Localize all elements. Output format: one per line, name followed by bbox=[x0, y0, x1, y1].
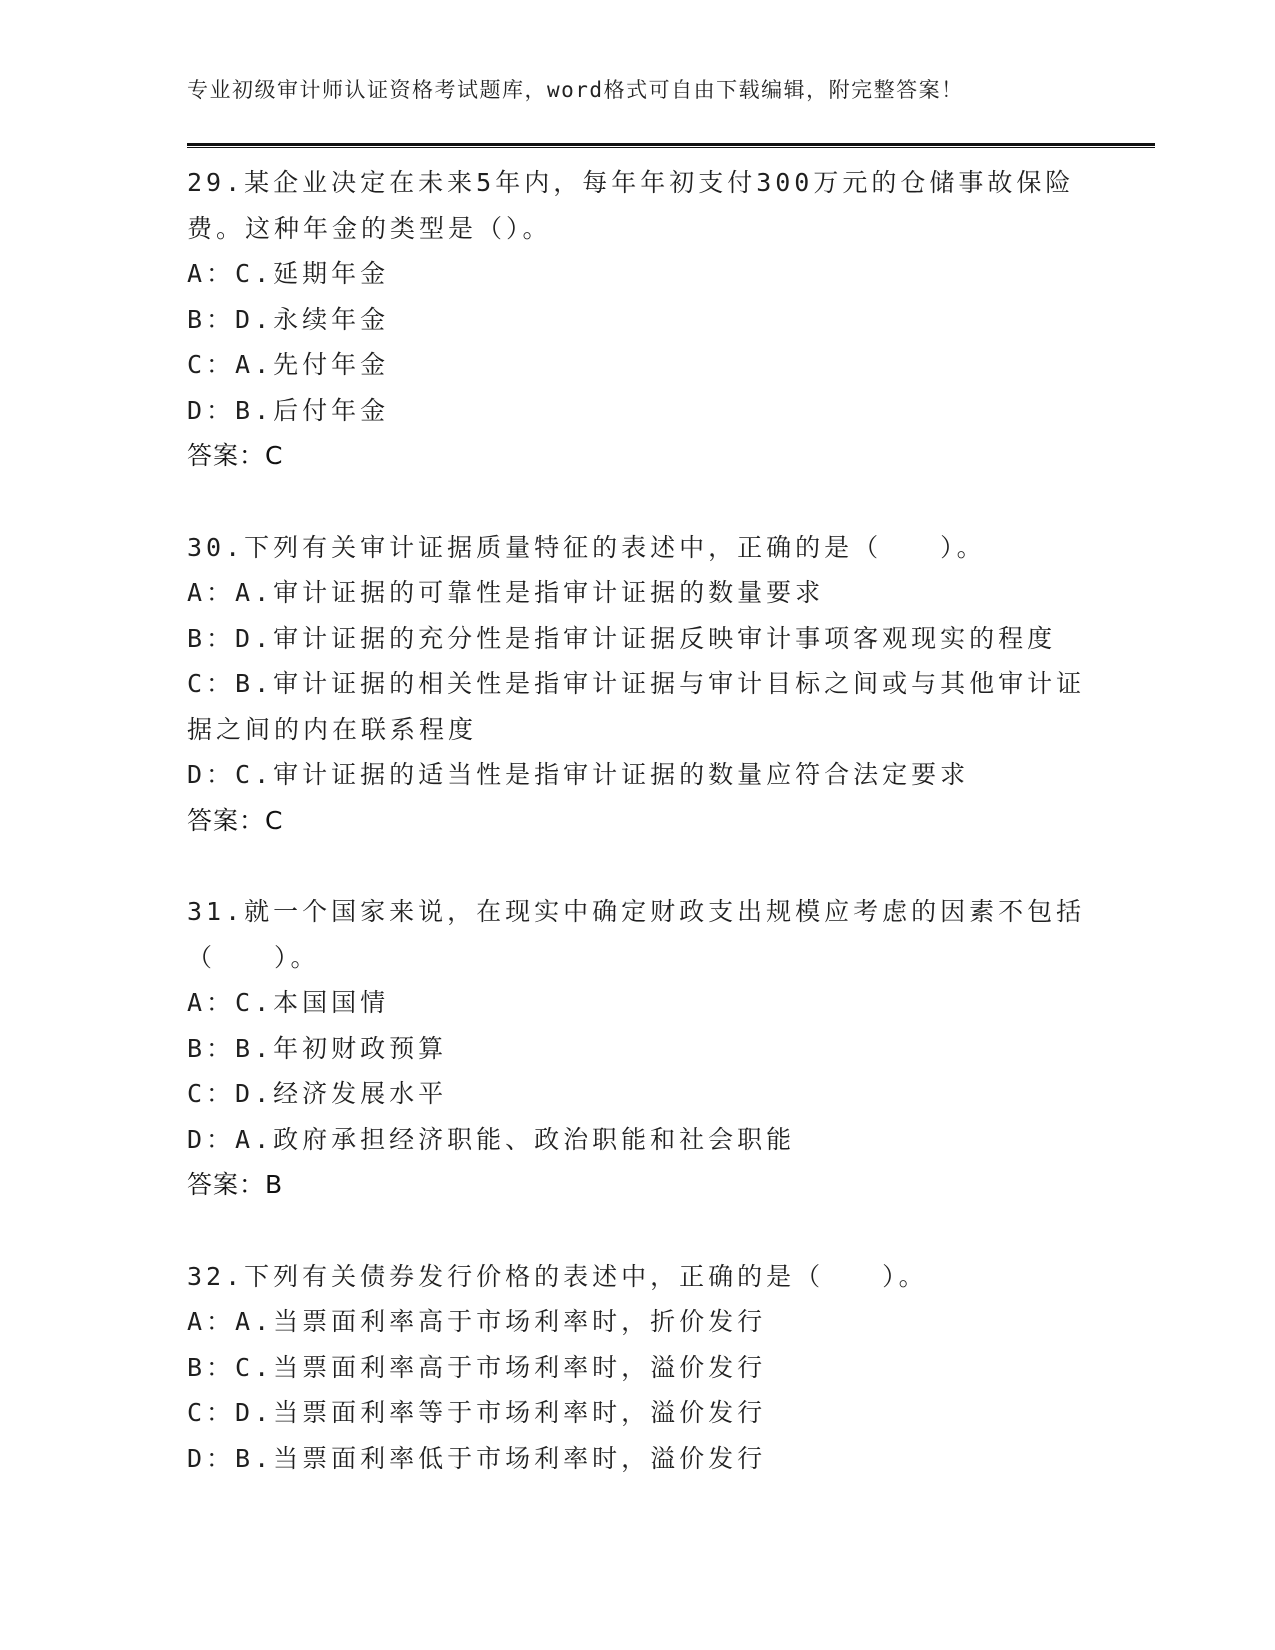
question-stem: 32.下列有关债券发行价格的表述中，正确的是（ ）。 bbox=[187, 1261, 928, 1291]
option-c: C：D.当票面利率等于市场利率时，溢价发行 bbox=[187, 1398, 767, 1427]
question-stem: （ ）。 bbox=[187, 942, 320, 972]
answer-line: 答案：B bbox=[187, 1170, 284, 1199]
question-list bbox=[187, 160, 1087, 1527]
option-b: B：B.年初财政预算 bbox=[187, 1033, 448, 1063]
question-stem: 30.下列有关审计证据质量特征的表述中，正确的是（ ）。 bbox=[187, 532, 986, 562]
option-c: C：B.审计证据的相关性是指审计证据与审计目标之间或与其他审计证 bbox=[187, 669, 1086, 698]
option-b: B：D.永续年金 bbox=[187, 304, 390, 334]
question-30 bbox=[187, 525, 1087, 844]
option-a: A：A.审计证据的可靠性是指审计证据的数量要求 bbox=[187, 578, 825, 607]
question-stem: 31.就一个国家来说，在现实中确定财政支出规模应考虑的因素不包括 bbox=[187, 897, 1086, 926]
option-d: D：B.后付年金 bbox=[187, 395, 390, 425]
question-stem: 费。这种年金的类型是（）。 bbox=[187, 213, 552, 243]
question-29 bbox=[187, 160, 1087, 479]
option-d: D：C.审计证据的适当性是指审计证据的数量应符合法定要求 bbox=[187, 760, 970, 789]
question-32 bbox=[187, 1254, 1087, 1482]
option-c: C：A.先付年金 bbox=[187, 350, 390, 379]
option-a: A：C.本国国情 bbox=[187, 988, 390, 1017]
answer-line: 答案：C bbox=[187, 441, 284, 470]
answer-line: 答案：C bbox=[187, 805, 284, 835]
option-a: A：A.当票面利率高于市场利率时，折价发行 bbox=[187, 1307, 767, 1336]
question-31 bbox=[187, 889, 1087, 1208]
question-stem: 29.某企业决定在未来5年内，每年年初支付300万元的仓储事故保险 bbox=[187, 168, 1075, 197]
header-divider bbox=[187, 143, 1155, 148]
option-a: A：C.延期年金 bbox=[187, 259, 390, 288]
option-b: B：C.当票面利率高于市场利率时，溢价发行 bbox=[187, 1352, 767, 1382]
option-b: B：D.审计证据的充分性是指审计证据反映审计事项客观现实的程度 bbox=[187, 623, 1057, 653]
option-d: D：A.政府承担经济职能、政治职能和社会职能 bbox=[187, 1124, 796, 1154]
option-c: C：D.经济发展水平 bbox=[187, 1079, 448, 1108]
option-c-continued: 据之间的内在联系程度 bbox=[187, 714, 478, 744]
page-header: 专业初级审计师认证资格考试题库，word格式可自由下载编辑，附完整答案！ bbox=[187, 78, 964, 102]
option-d: D：B.当票面利率低于市场利率时，溢价发行 bbox=[187, 1443, 767, 1473]
